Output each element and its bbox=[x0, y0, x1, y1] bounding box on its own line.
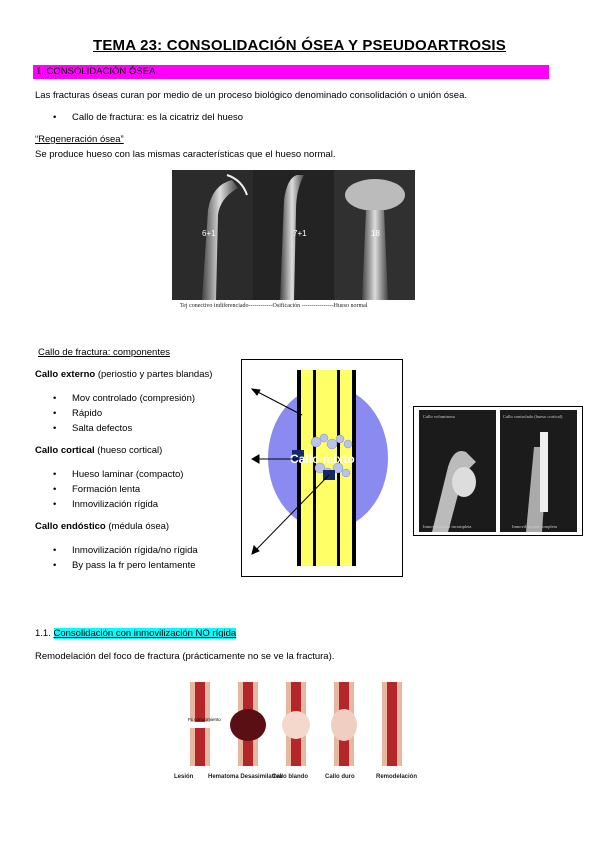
xray-left-bottom: Inmovilización incompleta bbox=[423, 524, 472, 529]
list-item: • Hueso laminar (compacto) bbox=[72, 469, 183, 481]
xray-left-top: Callo voluminoso bbox=[423, 414, 456, 419]
bullet-callo: • Callo de fractura: es la cicatriz del hueso bbox=[72, 112, 243, 124]
xray-caption: Tej conectivo indiferenciado------------Osificación ----------------Hueso normal bbox=[180, 303, 368, 309]
list-item: • Inmovilización rígida bbox=[72, 499, 158, 511]
section-heading: 1. CONSOLIDACIÓN ÓSEA bbox=[33, 65, 549, 79]
stage-tag: Fc conocimiento bbox=[188, 717, 221, 722]
xray-sequence-image bbox=[172, 170, 415, 300]
list-item: • Salta defectos bbox=[72, 423, 132, 435]
list-item: • Formación lenta bbox=[72, 484, 140, 496]
xray-right-top: Callo controlado (hueso cortical) bbox=[503, 414, 563, 419]
list-item: • Inmovilización rígida/no rígida bbox=[72, 545, 198, 557]
stage-label-hematoma: Hematoma Desasimilativa bbox=[208, 774, 283, 780]
group-cortical-title: Callo cortical (hueso cortical) bbox=[35, 445, 163, 456]
xray-right-bottom: Inmovilización completa bbox=[512, 524, 557, 529]
healing-stages-image bbox=[168, 680, 430, 798]
regen-label: “Regeneración ósea” bbox=[35, 134, 124, 145]
components-heading: Callo de fractura: componentes bbox=[38, 347, 171, 358]
xray-label-2: 7+1 bbox=[293, 229, 307, 238]
subsection-heading: 1.1. Consolidación con inmovilización NO rígida bbox=[35, 628, 237, 639]
list-item: • By pass la fr pero lentamente bbox=[72, 560, 196, 572]
group-endostico-title: Callo endóstico (médula ósea) bbox=[35, 521, 170, 532]
group-externo-title: Callo externo (periostio y partes blandas) bbox=[35, 369, 213, 380]
stage-label-remodelacion: Remodelación bbox=[376, 774, 418, 780]
callus-diagram bbox=[241, 359, 403, 577]
list-item: • Mov controlado (compresión) bbox=[72, 393, 195, 405]
stage-label-lesion: Lesión bbox=[174, 774, 194, 780]
intro-paragraph: Las fracturas óseas curan por medio de un proceso biológico denominado consolidación o unión ósea. bbox=[35, 90, 467, 101]
regen-text: Se produce hueso con las mismas características que el hueso normal. bbox=[35, 149, 336, 160]
callo-mixto-label: Callo mixto bbox=[290, 452, 355, 466]
subsection-text: Remodelación del foco de fractura (prácticamente no se ve la fractura). bbox=[35, 651, 335, 662]
stage-label-callo-duro: Callo duro bbox=[325, 774, 355, 780]
list-item: • Rápido bbox=[72, 408, 102, 420]
xray-label-3: 18 bbox=[371, 229, 380, 238]
xray-label-1: 6+1 bbox=[202, 229, 216, 238]
stage-label-callo-blando: Callo blando bbox=[272, 774, 308, 780]
page-title: TEMA 23: CONSOLIDACIÓN ÓSEA Y PSEUDOARTROSIS bbox=[92, 37, 507, 54]
xray-pair-image bbox=[413, 406, 583, 536]
